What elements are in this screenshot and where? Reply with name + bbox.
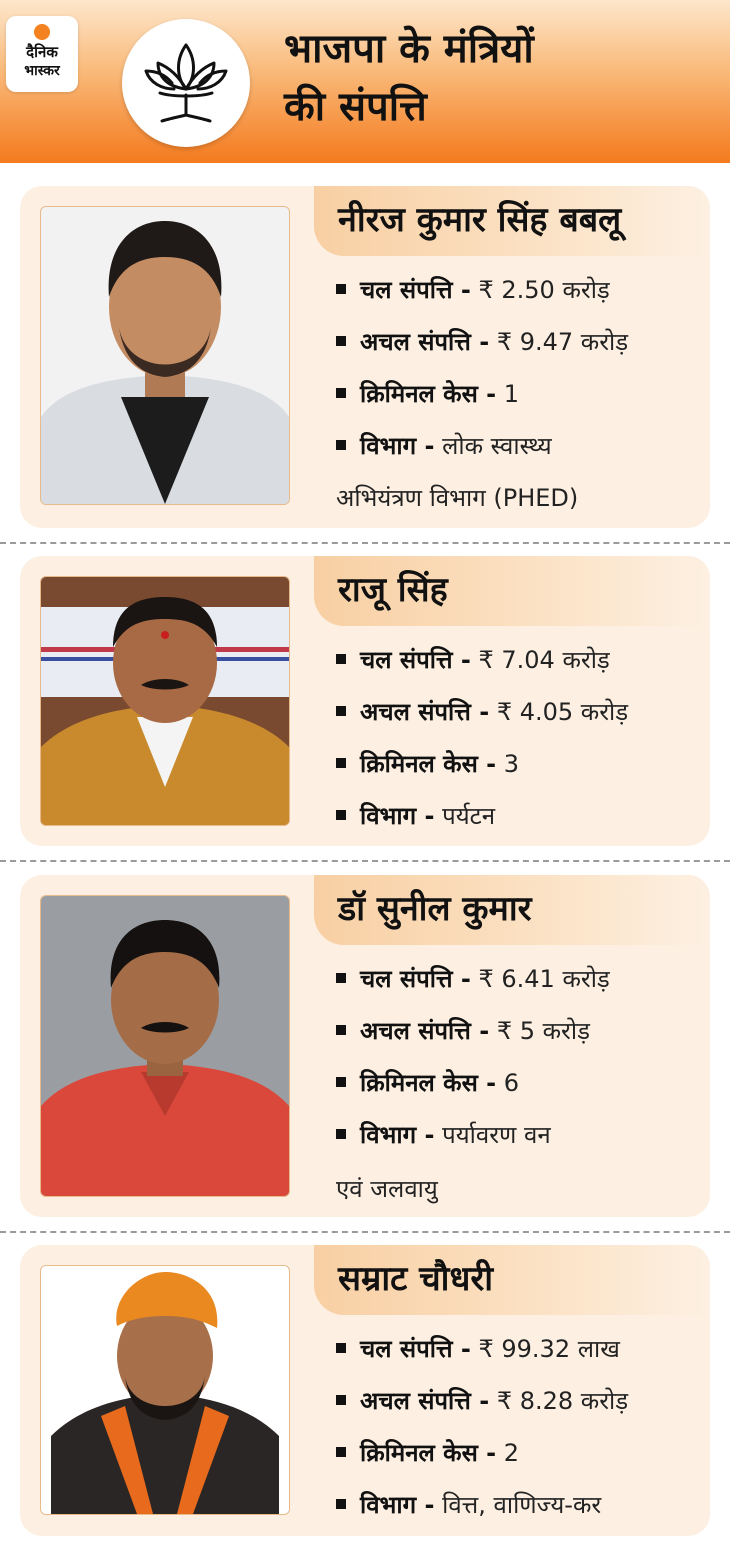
minister-name: सम्राट चौधरी — [338, 1259, 494, 1299]
immovable-assets: अचल संपत्ति - ₹ 4.05 करोड़ — [336, 686, 628, 738]
brand-logo — [6, 16, 78, 92]
brand-line-1: दैनिक — [26, 43, 58, 61]
minister-card — [20, 1245, 710, 1536]
header-banner — [0, 0, 730, 163]
divider — [0, 542, 730, 544]
movable-assets: चल संपत्ति - ₹ 7.04 करोड़ — [336, 634, 628, 686]
department: विभाग - वित्त, वाणिज्य-कर — [336, 1479, 628, 1531]
divider — [0, 1231, 730, 1233]
department-continuation: अभियंत्रण विभाग (PHED) — [336, 484, 579, 512]
bullet-icon — [336, 336, 346, 346]
movable-assets: चल संपत्ति - ₹ 2.50 करोड़ — [336, 264, 628, 316]
department: विभाग - लोक स्वास्थ्य — [336, 420, 628, 472]
title-line-2: की संपत्ति — [284, 84, 427, 130]
title-line-1: भाजपा के मंत्रियों — [284, 26, 534, 72]
minister-photo — [40, 206, 290, 505]
minister-name: राजू सिंह — [338, 570, 448, 610]
criminal-cases: क्रिमिनल केस - 2 — [336, 1427, 628, 1479]
department: विभाग - पर्यटन — [336, 790, 628, 842]
page-title — [284, 20, 534, 136]
party-logo — [122, 19, 250, 147]
divider — [0, 860, 730, 862]
immovable-assets: अचल संपत्ति - ₹ 8.28 करोड़ — [336, 1375, 628, 1427]
bullet-icon — [336, 973, 346, 983]
criminal-cases: क्रिमिनल केस - 1 — [336, 368, 628, 420]
bullet-icon — [336, 1343, 346, 1353]
bullet-icon — [336, 1447, 346, 1457]
details-list — [336, 953, 610, 1161]
criminal-cases: क्रिमिनल केस - 3 — [336, 738, 628, 790]
bullet-icon — [336, 654, 346, 664]
minister-photo — [40, 895, 290, 1197]
bullet-icon — [336, 388, 346, 398]
minister-card — [20, 875, 710, 1217]
bullet-icon — [336, 706, 346, 716]
immovable-assets: अचल संपत्ति - ₹ 9.47 करोड़ — [336, 316, 628, 368]
lotus-icon — [142, 37, 230, 129]
bullet-icon — [336, 1499, 346, 1509]
department: विभाग - पर्यावरण वन — [336, 1109, 610, 1161]
sun-icon — [34, 24, 50, 40]
minister-photo — [40, 576, 290, 826]
minister-name: नीरज कुमार सिंह बबलू — [338, 200, 622, 240]
brand-line-2: भास्कर — [24, 63, 60, 79]
details-list — [336, 634, 628, 842]
minister-card — [20, 556, 710, 846]
bullet-icon — [336, 1025, 346, 1035]
minister-name: डॉ सुनील कुमार — [338, 889, 532, 929]
bullet-icon — [336, 440, 346, 450]
details-list — [336, 264, 628, 472]
criminal-cases: क्रिमिनल केस - 6 — [336, 1057, 610, 1109]
details-list — [336, 1323, 628, 1531]
bullet-icon — [336, 1077, 346, 1087]
movable-assets: चल संपत्ति - ₹ 99.32 लाख — [336, 1323, 628, 1375]
movable-assets: चल संपत्ति - ₹ 6.41 करोड़ — [336, 953, 610, 1005]
bullet-icon — [336, 758, 346, 768]
bullet-icon — [336, 1395, 346, 1405]
bullet-icon — [336, 284, 346, 294]
minister-photo — [40, 1265, 290, 1515]
bullet-icon — [336, 1129, 346, 1139]
immovable-assets: अचल संपत्ति - ₹ 5 करोड़ — [336, 1005, 610, 1057]
department-continuation: एवं जलवायु — [336, 1175, 438, 1203]
bullet-icon — [336, 810, 346, 820]
minister-card — [20, 186, 710, 528]
